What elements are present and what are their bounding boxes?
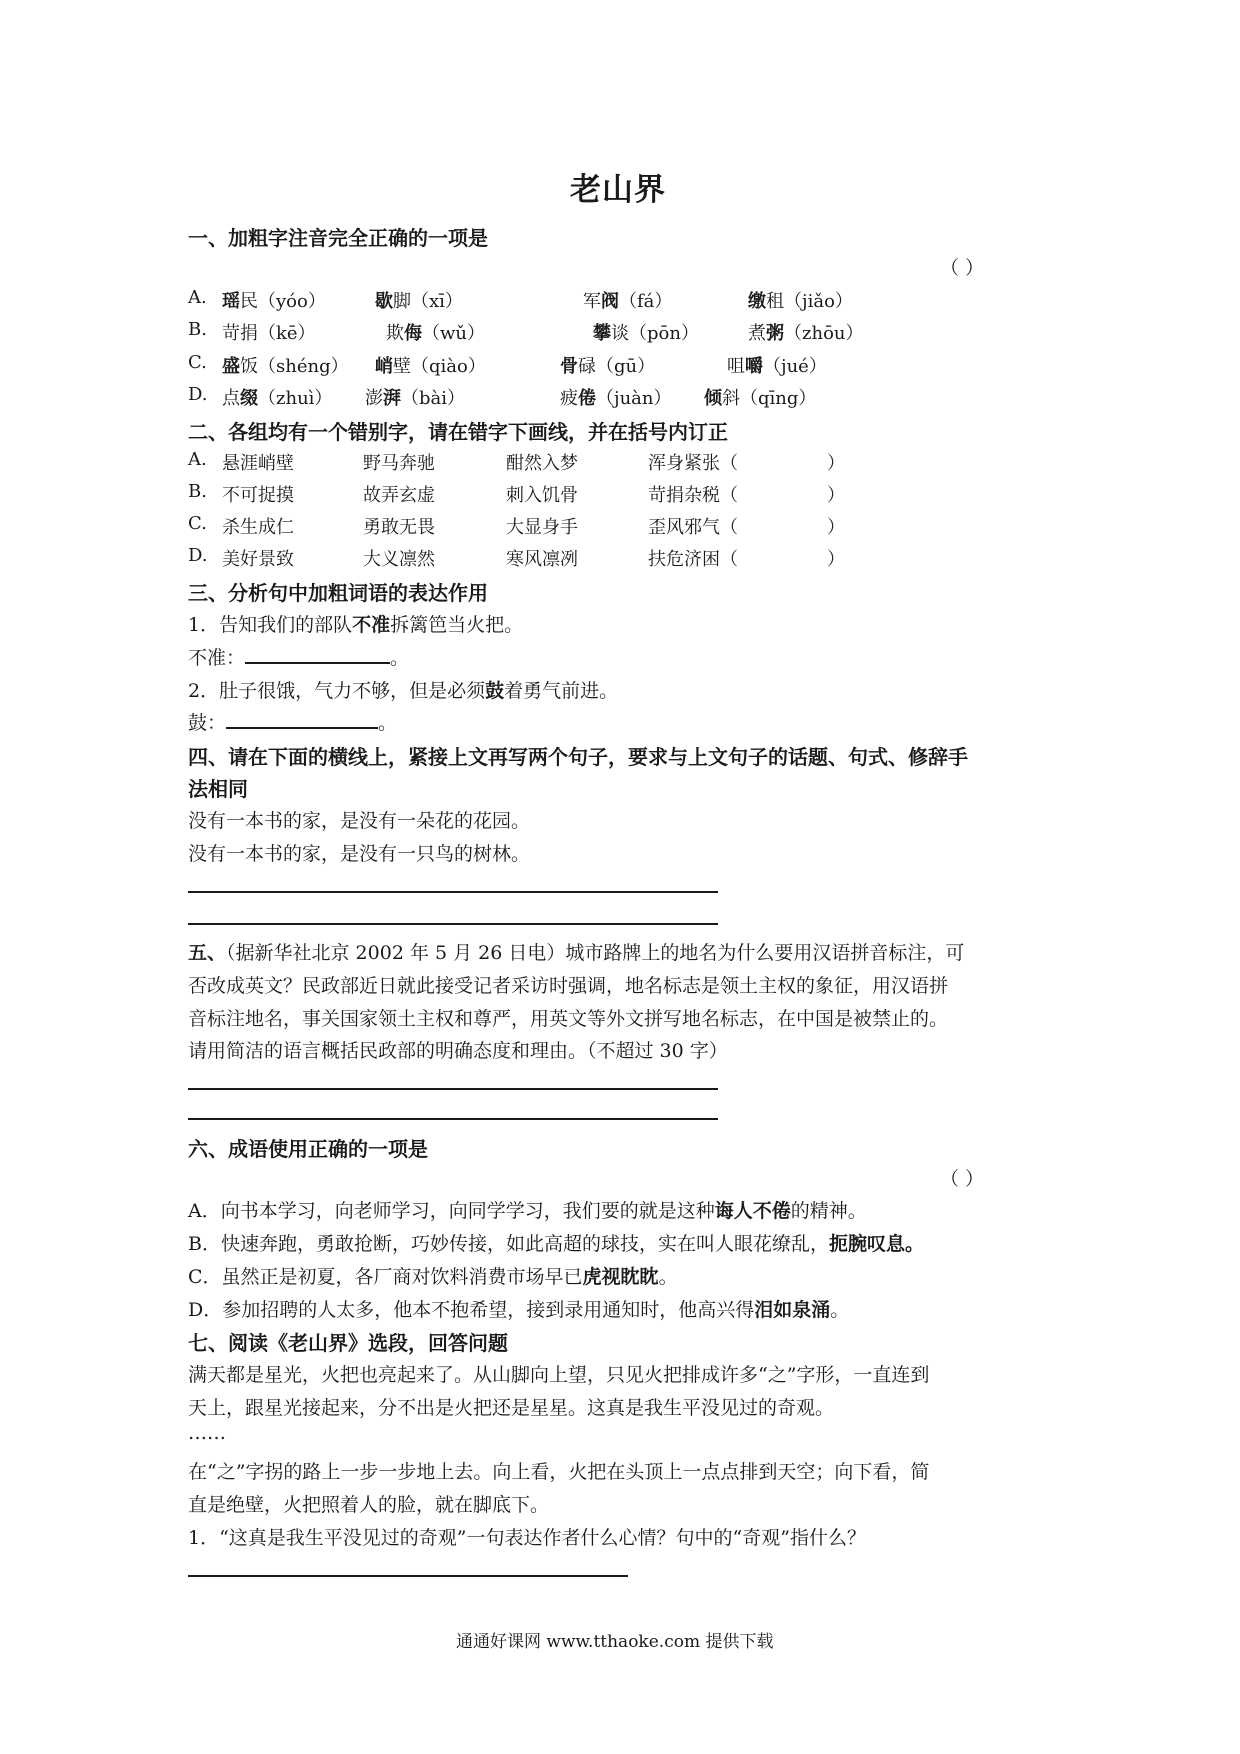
s5-paragraph-line: 五、（据新华社北京 2002 年 5 月 26 日电）城市路牌上的地名为什么要用汉语拼音标注，可 (188, 942, 965, 964)
row-label: C. (188, 513, 207, 534)
answer-line[interactable] (188, 1088, 718, 1090)
word-group: 刺入饥骨 (506, 485, 578, 506)
word-group: 歪风邪气（ (648, 517, 738, 538)
word-group: 扶危济困（ (648, 549, 738, 570)
s3-question-1: 1．告知我们的部队不准拆篱笆当火把。 (188, 614, 524, 636)
s6-option-a: A．向书本学习，向老师学习，向同学学习，我们要的就是这种诲人不倦的精神。 (188, 1200, 867, 1222)
option-item: 煮粥（zhōu） (748, 323, 864, 344)
answer-line[interactable] (188, 891, 718, 893)
option-item: 峭壁（qiào） (375, 356, 486, 377)
option-item: 骨碌（gū） (560, 356, 656, 377)
word-group: 大义凛然 (363, 549, 435, 570)
row-label: A. (188, 449, 207, 470)
option-item: 点缀（zhuì） (222, 388, 333, 409)
row-label: D. (188, 545, 208, 566)
option-item: 攀谈（pōn） (593, 323, 699, 344)
answer-blank[interactable] (245, 644, 390, 664)
option-item: 欺侮（wǔ） (386, 323, 485, 344)
answer-line[interactable] (188, 923, 718, 925)
footer-note: 通通好课网 www.tthaoke.com 提供下载 (456, 1632, 774, 1652)
s6-option-b: B．快速奔跑，勇敢抢断，巧妙传接，如此高超的球技，实在叫人眼花缭乱，扼腕叹息。 (188, 1233, 924, 1255)
option-item: 苛捐（kē） (222, 323, 316, 344)
answer-blank[interactable] (226, 709, 378, 729)
section-6-heading: 六、成语使用正确的一项是 (188, 1137, 428, 1161)
option-item: 咀嚼（jué） (727, 356, 827, 377)
word-group: 寒风凛冽 (506, 549, 578, 570)
section-1-heading: 一、加粗字注音完全正确的一项是 (188, 226, 488, 250)
row-label: B. (188, 481, 207, 502)
word-group: 大显身手 (506, 517, 578, 538)
s7-passage-line: 在“之”字拐的路上一步一步地上去。向上看，火把在头顶上一点点排到天空；向下看，简 (188, 1461, 930, 1483)
section-4-heading: 四、请在下面的横线上，紧接上文再写两个句子，要求与上文句子的话题、句式、修辞手 (188, 745, 968, 769)
s6-option-c: C．虽然正是初夏，各厂商对饮料消费市场早已虎视眈眈。 (188, 1266, 678, 1288)
option-label: A. (188, 287, 207, 308)
s4-sentence: 没有一本书的家，是没有一只鸟的树林。 (188, 843, 531, 865)
paren-close: ） (827, 453, 845, 474)
s4-sentence: 没有一本书的家，是没有一朵花的花园。 (188, 810, 531, 832)
word-group: 不可捉摸 (222, 485, 294, 506)
word-group: 悬涯峭壁 (222, 453, 294, 474)
s7-passage-line: 天上，跟星光接起来，分不出是火把还是星星。这真是我生平没见过的奇观。 (188, 1397, 835, 1419)
paren-close: ） (827, 517, 845, 538)
s3-question-2: 2．肚子很饿，气力不够，但是必须鼓着勇气前进。 (188, 680, 619, 702)
word-group: 勇敢无畏 (363, 517, 435, 538)
s6-option-d: D．参加招聘的人太多，他本不抱希望，接到录用通知时，他高兴得泪如泉涌。 (188, 1299, 850, 1321)
option-item: 缴租（jiǎo） (748, 291, 853, 312)
option-item: 澎湃（bài） (365, 388, 466, 409)
option-item: 疲倦（juàn） (560, 388, 672, 409)
word-group: 苛捐杂税（ (648, 485, 738, 506)
answer-paren-6: （ ） (940, 1168, 985, 1190)
word-group: 酣然入梦 (506, 453, 578, 474)
s5-paragraph-line: 请用简洁的语言概括民政部的明确态度和理由。（不超过 30 字） (188, 1040, 728, 1062)
option-label: B. (188, 319, 207, 340)
section-5-heading: 五、 (188, 942, 227, 964)
option-label: D. (188, 384, 208, 405)
word-group: 美好景致 (222, 549, 294, 570)
s7-question-1: 1．“这真是我生平没见过的奇观”一句表达作者什么心情？句中的“奇观”指什么？ (188, 1527, 866, 1549)
s3-answer-2: 鼓： 。 (188, 708, 397, 735)
option-label: C. (188, 352, 207, 373)
section-2-heading: 二、各组均有一个错别字，请在错字下画线，并在括号内订正 (188, 420, 728, 444)
section-4-heading-cont: 法相同 (188, 777, 248, 801)
option-item: 倾斜（qīng） (704, 388, 817, 409)
word-group: 故弄玄虚 (363, 485, 435, 506)
page-title: 老山界 (570, 172, 666, 208)
answer-line[interactable] (188, 1118, 718, 1120)
option-item: 军阀（fá） (583, 291, 673, 312)
word-group: 野马奔驰 (363, 453, 435, 474)
section-7-heading: 七、阅读《老山界》选段，回答问题 (188, 1331, 508, 1355)
option-item: 歇脚（xī） (375, 291, 463, 312)
s5-paragraph-line: 否改成英文？民政部近日就此接受记者采访时强调，地名标志是领土主权的象征，用汉语拼 (188, 975, 949, 997)
option-item: 盛饭（shéng） (222, 356, 349, 377)
section-3-heading: 三、分析句中加粗词语的表达作用 (188, 581, 488, 605)
answer-paren-1: （ ） (940, 257, 985, 279)
s5-paragraph-line: 音标注地名，事关国家领土主权和尊严，用英文等外文拼写地名标志，在中国是被禁止的。 (188, 1008, 949, 1030)
s7-passage-line: 直是绝壁，火把照着人的脸，就在脚底下。 (188, 1494, 550, 1516)
word-group: 杀生成仁 (222, 517, 294, 538)
s7-ellipsis: …… (188, 1422, 226, 1444)
word-group: 浑身紧张（ (648, 453, 738, 474)
option-item: 瑶民（yóo） (222, 291, 326, 312)
paren-close: ） (827, 485, 845, 506)
paren-close: ） (827, 549, 845, 570)
s3-answer-1: 不准： 。 (188, 643, 409, 670)
answer-line[interactable] (188, 1575, 628, 1577)
s7-passage-line: 满天都是星光，火把也亮起来了。从山脚向上望，只见火把排成许多“之”字形，一直连到 (188, 1364, 930, 1386)
